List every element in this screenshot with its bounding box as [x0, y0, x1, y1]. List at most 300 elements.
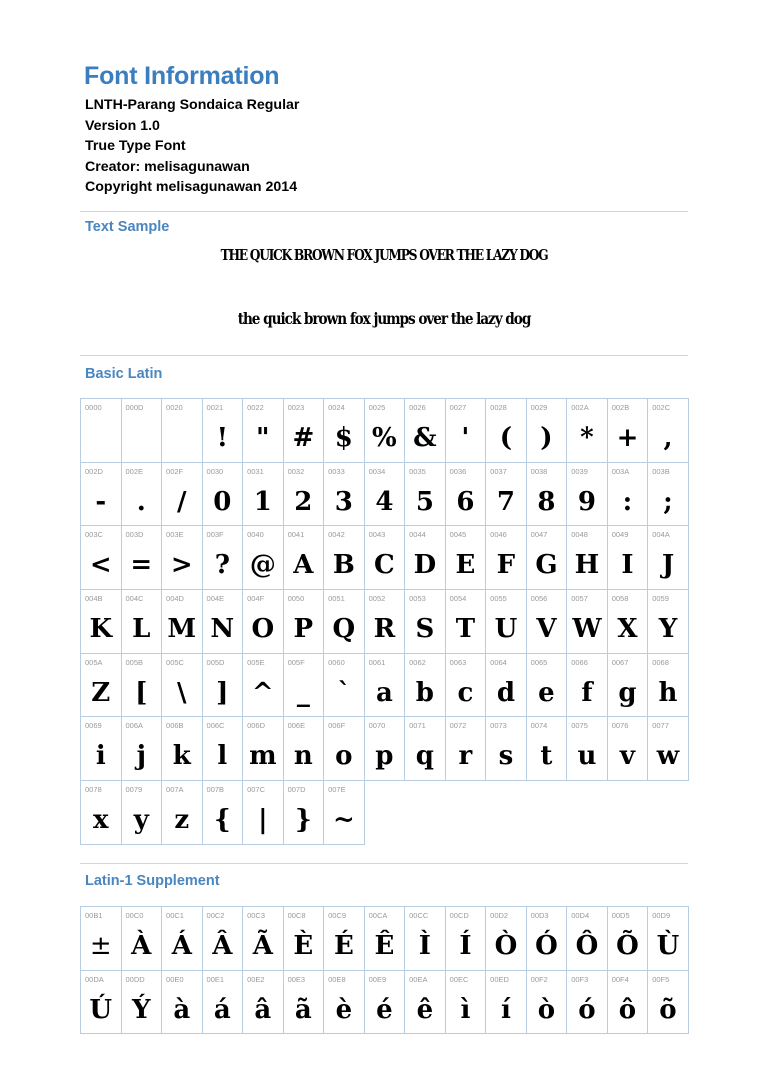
glyph-sample: 7 — [496, 486, 515, 517]
glyph-cell — [284, 526, 325, 590]
codepoint-label: 0032 — [287, 466, 305, 476]
glyph-cell — [486, 399, 527, 463]
glyph-sample: * — [580, 423, 594, 453]
glyph-cell — [527, 971, 568, 1035]
glyph-sample: S — [415, 614, 435, 645]
codepoint-label: 0029 — [530, 403, 548, 412]
glyph-sample: õ — [659, 994, 677, 1025]
glyph-cell — [446, 526, 487, 590]
glyph-cell — [527, 590, 568, 654]
glyph-sample: " — [256, 423, 270, 453]
glyph-cell — [203, 907, 244, 971]
codepoint-label: 005A — [85, 657, 103, 667]
glyph-cell — [81, 526, 122, 590]
glyph-sample: = — [130, 550, 153, 581]
glyph-cell — [243, 971, 284, 1035]
codepoint-label: 00F4 — [611, 974, 629, 984]
glyph-cell — [284, 971, 325, 1035]
codepoint-label: 0052 — [368, 594, 386, 604]
glyph-cell — [203, 654, 244, 718]
codepoint-label: 0046 — [490, 530, 507, 540]
glyph-cell — [122, 654, 163, 718]
glyph-sample: w — [656, 741, 680, 772]
glyph-sample: Ó — [535, 931, 558, 961]
font-copyright: Copyright melisagunawan 2014 — [85, 179, 298, 195]
codepoint-label: 0071 — [409, 721, 426, 731]
glyph-cell — [122, 463, 163, 527]
codepoint-label: 0025 — [368, 403, 386, 412]
codepoint-label: 00E3 — [287, 974, 306, 984]
codepoint-label: 0074 — [530, 721, 548, 731]
glyph-cell — [203, 717, 244, 781]
glyph-cell — [81, 717, 122, 781]
codepoint-label: 003B — [652, 466, 670, 476]
glyph-sample: Ã — [252, 931, 273, 961]
glyph-sample: ^ — [251, 677, 274, 708]
glyph-sample: L — [132, 614, 151, 645]
codepoint-label: 007A — [166, 785, 184, 795]
glyph-sample: m — [249, 741, 277, 772]
codepoint-label: 002E — [125, 466, 144, 476]
glyph-cell — [405, 463, 446, 527]
glyph-sample: Ì — [418, 931, 431, 961]
codepoint-label: 0060 — [328, 657, 345, 667]
glyph-sample: ~ — [332, 805, 355, 836]
glyph-cell — [567, 590, 608, 654]
codepoint-label: 0033 — [328, 466, 345, 476]
glyph-sample: À — [131, 931, 152, 961]
glyph-cell — [162, 654, 203, 718]
glyph-cell — [567, 399, 608, 463]
codepoint-label: 0000 — [85, 403, 102, 412]
codepoint-label: 006F — [328, 721, 346, 731]
glyph-sample: 5 — [415, 486, 434, 517]
glyph-cell — [122, 590, 163, 654]
codepoint-label: 0035 — [409, 466, 426, 476]
codepoint-label: 0040 — [247, 530, 264, 540]
codepoint-label: 005E — [247, 657, 265, 667]
glyph-sample: } — [294, 805, 312, 836]
glyph-cell — [446, 399, 487, 463]
glyph-cell — [648, 971, 689, 1035]
glyph-sample: b — [415, 677, 434, 708]
glyph-cell — [122, 907, 163, 971]
glyph-cell — [486, 971, 527, 1035]
codepoint-label: 0063 — [449, 657, 467, 667]
codepoint-label: 0050 — [287, 594, 305, 604]
glyph-cell — [324, 717, 365, 781]
font-creator: Creator: melisagunawan — [85, 158, 250, 175]
glyph-sample: D — [413, 550, 437, 581]
glyph-cell — [243, 654, 284, 718]
codepoint-label: 00D9 — [652, 911, 671, 920]
glyph-sample: W — [572, 614, 602, 645]
glyph-sample: < — [89, 550, 112, 581]
glyph-sample: l — [217, 741, 228, 772]
glyph-cell — [486, 590, 527, 654]
glyph-sample: q — [415, 741, 434, 772]
codepoint-label: 004E — [206, 594, 225, 604]
glyph-sample: Ú — [89, 994, 113, 1025]
codepoint-label: 00DD — [125, 974, 145, 984]
glyph-sample: ' — [461, 423, 470, 453]
glyph-sample: Â — [212, 931, 233, 961]
glyph-sample: Q — [332, 614, 356, 645]
glyph-cell — [405, 399, 446, 463]
glyph-sample: - — [95, 486, 107, 517]
codepoint-label: 003C — [85, 530, 103, 540]
glyph-cell — [284, 781, 325, 845]
font-info-block — [85, 95, 299, 198]
glyph-cell — [486, 717, 527, 781]
codepoint-label: 002B — [611, 403, 630, 412]
glyph-sample: Y — [658, 614, 678, 645]
codepoint-label: 007C — [247, 785, 265, 795]
glyph-sample: ] — [216, 677, 229, 708]
font-name: LNTH-Parang Sondaica Regular — [85, 97, 300, 113]
glyph-sample: 0 — [213, 486, 232, 517]
glyph-sample: É — [333, 931, 354, 961]
codepoint-label: 003E — [166, 530, 184, 540]
codepoint-label: 002C — [652, 403, 671, 412]
glyph-cell — [486, 907, 527, 971]
codepoint-label: 003A — [611, 466, 630, 476]
codepoint-label: 007E — [328, 785, 346, 795]
font-type: True Type Font — [85, 138, 186, 154]
glyph-cell — [324, 590, 365, 654]
glyph-cell — [405, 907, 446, 971]
codepoint-label: 005D — [206, 657, 225, 667]
codepoint-label: 0077 — [652, 721, 669, 731]
codepoint-label: 00C0 — [125, 911, 144, 920]
glyph-cell — [365, 654, 406, 718]
glyph-cell — [81, 654, 122, 718]
codepoint-label: 0027 — [449, 403, 467, 412]
codepoint-label: 00E1 — [206, 974, 225, 984]
glyph-cell — [122, 717, 163, 781]
glyph-cell — [527, 463, 568, 527]
glyph-cell — [203, 463, 244, 527]
codepoint-label: 00EC — [449, 974, 469, 984]
codepoint-label: 0056 — [530, 594, 548, 604]
glyph-cell — [405, 971, 446, 1035]
glyph-cell — [162, 717, 203, 781]
codepoint-label: 0020 — [166, 403, 183, 412]
glyph-cell — [203, 526, 244, 590]
glyph-sample: M — [167, 614, 197, 645]
glyph-sample: 3 — [334, 486, 353, 517]
glyph-cell — [405, 590, 446, 654]
glyph-cell — [405, 654, 446, 718]
glyph-sample: [ — [135, 677, 148, 708]
codepoint-label: 00F3 — [571, 974, 589, 984]
glyph-cell — [324, 399, 365, 463]
glyph-cell — [162, 590, 203, 654]
glyph-sample: ô — [618, 994, 637, 1025]
glyph-cell — [81, 907, 122, 971]
glyph-cell — [648, 717, 689, 781]
codepoint-label: 00E2 — [247, 974, 265, 984]
glyph-cell — [284, 590, 325, 654]
glyph-cell — [324, 907, 365, 971]
glyph-sample: % — [372, 423, 397, 453]
glyph-cell — [324, 971, 365, 1035]
glyph-sample: Í — [459, 931, 472, 961]
glyph-cell — [81, 590, 122, 654]
glyph-sample: i — [95, 741, 106, 772]
glyph-cell — [648, 463, 689, 527]
glyph-cell — [608, 463, 649, 527]
codepoint-label: 005C — [166, 657, 184, 667]
codepoint-label: 0044 — [409, 530, 426, 540]
glyph-sample: t — [540, 741, 553, 772]
glyph-cell — [243, 399, 284, 463]
glyph-sample: X — [617, 614, 638, 645]
glyph-sample: Ô — [575, 931, 599, 961]
glyph-sample: @ — [249, 550, 276, 581]
codepoint-label: 003D — [125, 530, 144, 540]
codepoint-label: 004A — [652, 530, 670, 540]
codepoint-label: 007B — [206, 785, 225, 795]
glyph-cell — [608, 526, 649, 590]
glyph-sample: $ — [334, 423, 353, 453]
glyph-cell — [446, 717, 487, 781]
glyph-sample: 9 — [577, 486, 596, 517]
codepoint-label: 0034 — [368, 466, 386, 476]
divider — [80, 863, 688, 864]
glyph-cell — [243, 781, 284, 845]
glyph-sample: A — [293, 550, 314, 581]
glyph-cell — [81, 399, 122, 463]
codepoint-label: 00EA — [409, 974, 428, 984]
codepoint-label: 00D2 — [490, 911, 509, 920]
glyph-sample: í — [500, 994, 511, 1025]
glyph-sample: ê — [416, 994, 434, 1025]
codepoint-label: 0064 — [490, 657, 507, 667]
codepoint-label: 0057 — [571, 594, 588, 604]
codepoint-label: 0026 — [409, 403, 426, 412]
glyph-cell — [324, 781, 365, 845]
glyph-cell — [648, 654, 689, 718]
glyph-sample: é — [376, 994, 393, 1025]
codepoint-label: 003F — [206, 530, 224, 540]
glyph-cell — [162, 399, 203, 463]
glyph-sample: ó — [578, 994, 596, 1025]
glyph-cell — [608, 654, 649, 718]
glyph-sample: O — [251, 614, 275, 645]
glyph-sample: ` — [337, 677, 351, 708]
glyph-sample: h — [658, 677, 678, 708]
glyph-sample: ò — [537, 994, 556, 1025]
glyph-sample: ã — [294, 994, 312, 1025]
glyph-cell — [527, 717, 568, 781]
codepoint-label: 0041 — [287, 530, 305, 540]
codepoint-label: 006E — [287, 721, 306, 731]
codepoint-label: 0054 — [449, 594, 467, 604]
glyph-sample: G — [535, 550, 558, 581]
glyph-sample: J — [661, 550, 675, 581]
glyph-sample: á — [213, 994, 231, 1025]
glyph-sample: 6 — [456, 486, 475, 517]
glyph-sample: Ý — [131, 994, 151, 1025]
glyph-cell — [527, 526, 568, 590]
glyph-cell — [162, 781, 203, 845]
codepoint-label: 00C1 — [166, 911, 184, 920]
codepoint-label: 0066 — [571, 657, 588, 667]
codepoint-label: 00CA — [368, 911, 388, 920]
glyph-cell — [648, 399, 689, 463]
glyph-cell — [122, 971, 163, 1035]
glyph-cell — [405, 717, 446, 781]
glyph-sample: Õ — [616, 931, 639, 961]
codepoint-label: 0069 — [85, 721, 102, 731]
glyph-sample: n — [293, 741, 313, 772]
glyph-cell — [608, 590, 649, 654]
glyph-cell — [324, 526, 365, 590]
glyph-sample: H — [574, 550, 600, 581]
codepoint-label: 00F5 — [652, 974, 670, 984]
codepoint-label: 000D — [125, 403, 144, 412]
codepoint-label: 007D — [287, 785, 306, 795]
glyph-sample: j — [136, 741, 146, 772]
glyph-cell — [284, 463, 325, 527]
codepoint-label: 00F2 — [530, 974, 548, 984]
glyph-cell — [365, 399, 406, 463]
glyph-cell — [122, 399, 163, 463]
codepoint-label: 0043 — [368, 530, 386, 540]
codepoint-label: 0053 — [409, 594, 426, 604]
glyph-sample: ( — [499, 423, 513, 453]
glyph-cell — [203, 781, 244, 845]
divider — [80, 355, 688, 356]
codepoint-label: 00C8 — [287, 911, 306, 920]
codepoint-label: 0023 — [287, 403, 305, 412]
codepoint-label: 0078 — [85, 785, 102, 795]
glyph-sample: K — [89, 614, 113, 645]
codepoint-label: 00B1 — [85, 911, 103, 920]
codepoint-label: 006C — [206, 721, 225, 731]
glyph-cell — [284, 399, 325, 463]
glyph-cell — [608, 717, 649, 781]
codepoint-label: 0039 — [571, 466, 588, 476]
codepoint-label: 0070 — [368, 721, 386, 731]
codepoint-label: 0022 — [247, 403, 264, 412]
glyph-cell — [648, 526, 689, 590]
glyph-cell — [324, 654, 365, 718]
codepoint-label: 0047 — [530, 530, 548, 540]
glyph-sample: d — [496, 677, 515, 708]
glyph-sample: / — [177, 486, 187, 517]
glyph-sample: Ò — [494, 931, 518, 961]
glyph-sample: B — [332, 550, 355, 581]
codepoint-label: 0061 — [368, 657, 386, 667]
glyph-sample: ! — [216, 423, 229, 453]
codepoint-label: 0045 — [449, 530, 467, 540]
glyph-sample: â — [254, 994, 272, 1025]
codepoint-label: 0031 — [247, 466, 264, 476]
section-heading-basic-latin: Basic Latin — [85, 366, 163, 382]
glyph-cell — [203, 399, 244, 463]
glyph-sample: | — [258, 805, 268, 836]
glyph-cell — [527, 907, 568, 971]
glyph-cell — [486, 654, 527, 718]
glyph-sample: ì — [460, 994, 471, 1025]
codepoint-label: 0059 — [652, 594, 669, 604]
glyph-cell — [365, 526, 406, 590]
glyph-cell — [365, 590, 406, 654]
glyph-sample: # — [292, 423, 315, 453]
glyph-sample: u — [577, 741, 597, 772]
glyph-sample: a — [375, 677, 393, 708]
page-title: Font Information — [84, 62, 280, 90]
glyph-sample: p — [375, 741, 394, 772]
codepoint-label: 00E0 — [166, 974, 184, 984]
codepoint-label: 0042 — [328, 530, 345, 540]
glyph-cell — [365, 463, 406, 527]
glyph-cell — [324, 463, 365, 527]
codepoint-label: 0062 — [409, 657, 426, 667]
glyph-sample: E — [455, 550, 476, 581]
codepoint-label: 002D — [85, 466, 103, 476]
glyph-sample: _ — [296, 677, 310, 708]
glyph-cell — [122, 526, 163, 590]
glyph-cell — [446, 463, 487, 527]
glyph-cell — [486, 526, 527, 590]
glyph-sample: C — [374, 550, 395, 581]
sample-uppercase: THE QUICK BROWN FOX JUMPS OVER THE LAZY DOG — [220, 246, 548, 264]
glyph-sample: Ê — [374, 931, 395, 961]
codepoint-label: 00E8 — [328, 974, 346, 984]
codepoint-label: 004C — [125, 594, 144, 604]
glyph-sample: Ù — [656, 931, 680, 961]
glyph-cell — [446, 907, 487, 971]
glyph-sample: P — [293, 614, 314, 645]
glyph-sample: & — [413, 423, 437, 453]
codepoint-label: 0055 — [490, 594, 507, 604]
glyph-cell — [81, 781, 122, 845]
glyph-sample: y — [133, 805, 149, 836]
glyph-cell — [608, 971, 649, 1035]
glyph-cell — [567, 463, 608, 527]
glyph-cell — [446, 590, 487, 654]
glyph-cell — [243, 463, 284, 527]
glyph-sample: à — [173, 994, 191, 1025]
glyph-sample: 2 — [294, 486, 313, 517]
codepoint-label: 004F — [247, 594, 265, 604]
glyph-sample: s — [498, 741, 514, 772]
glyph-sample: ) — [540, 423, 553, 453]
glyph-sample: v — [619, 741, 636, 772]
glyph-cell — [648, 907, 689, 971]
codepoint-label: 00E9 — [368, 974, 387, 984]
glyph-sample: : — [622, 486, 633, 517]
divider — [80, 211, 688, 212]
glyph-cell — [365, 717, 406, 781]
section-heading-text-sample: Text Sample — [85, 219, 170, 235]
glyph-sample: { — [213, 805, 231, 836]
glyph-cell — [162, 907, 203, 971]
glyph-sample: V — [536, 614, 557, 645]
codepoint-label: 0068 — [652, 657, 669, 667]
codepoint-label: 0051 — [328, 594, 345, 604]
glyph-cell — [243, 526, 284, 590]
glyph-sample: ± — [89, 931, 112, 961]
glyph-sample: F — [496, 550, 516, 581]
codepoint-label: 0030 — [206, 466, 224, 476]
glyph-sample: è — [335, 994, 353, 1025]
glyph-cell — [608, 907, 649, 971]
glyph-cell — [567, 907, 608, 971]
